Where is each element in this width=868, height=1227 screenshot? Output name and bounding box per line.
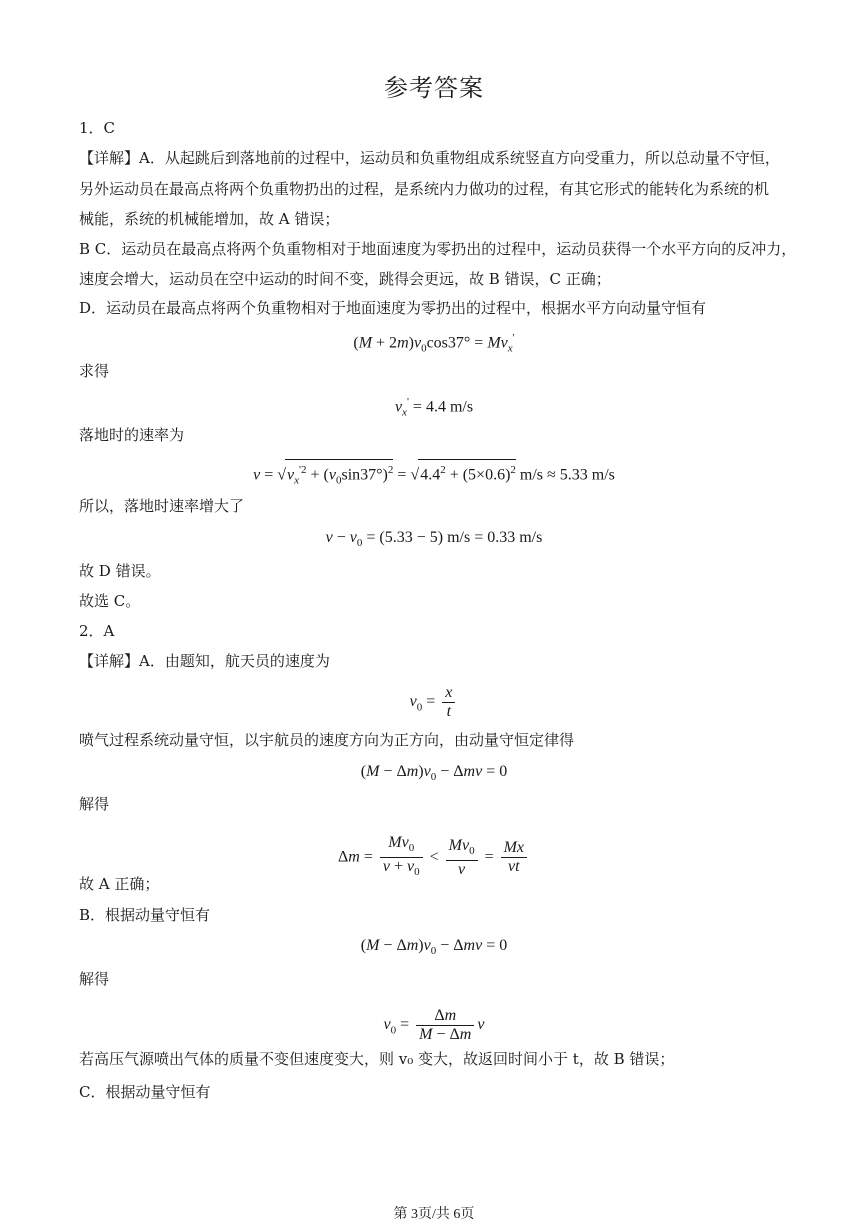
q1-detail-line-4: B C．运动员在最高点将两个负重物相对于地面速度为零扔出的过程中，运动员获得一个水平方向的反冲力，: [79, 240, 797, 258]
q2-equation-v0: $v_0$ = $\frac{x}{t}$: [0, 684, 868, 721]
q2-equation-v0-solved: $v_0$ = $\frac{\Delta m}{M - \Delta m}$ v: [383, 1007, 485, 1043]
q2-line-b-wrong: 若高压气源喷出气体的质量不变但速度变大，则 v₀ 变大，故返回时间小于 t，故 B 错误；: [79, 1050, 675, 1068]
q1-answer: 1．C: [79, 119, 116, 137]
q2-equation-momentum-1: $(M - \Delta m)v_0 - \Delta mv = 0$: [360, 763, 508, 784]
q1-line-qiude: 求得: [79, 362, 110, 380]
q2-line-b-start: B．根据动量守恒有: [79, 906, 211, 924]
q2-equation-momentum-2: $(M - \Delta m)v_0 - \Delta mv = 0$: [360, 937, 508, 958]
q1-detail-line-6: D．运动员在最高点将两个负重物相对于地面速度为零扔出的过程中，根据水平方向动量守恒有: [79, 299, 707, 317]
page-footer: 第 3页/共 6页: [393, 1207, 475, 1222]
q2-line-a-correct: 故 A 正确；: [79, 875, 160, 893]
q1-line-d-wrong: 故 D 错误。: [79, 562, 161, 580]
q2-answer: 2．A: [79, 622, 115, 640]
q1-equation-momentum: $(M + 2m)v_0\cos 37^\circ = Mv_x'$: [353, 332, 515, 355]
q2-line-solve-2: 解得: [79, 970, 110, 988]
q2-line-c-start: C．根据动量守恒有: [79, 1083, 211, 1101]
q1-line-speed: 落地时的速率为: [79, 426, 185, 444]
q1-detail-line-5: 速度会增大，运动员在空中运动的时间不变，跳得会更远，故 B 错误，C 正确；: [79, 270, 611, 288]
q1-equation-vx: $v_x' = 4.4$ m/s: [394, 396, 474, 419]
q1-detail-line-2: 另外运动员在最高点将两个负重物扔出的过程，是系统内力做功的过程，有其它形式的能转化为系统的机: [79, 180, 770, 198]
page-title: 参考答案: [384, 74, 484, 102]
q1-line-increase: 所以，落地时速率增大了: [79, 497, 245, 515]
q2-equation-delta-m: Δm = $\frac{Mv_0}{v + v_0}$ < $\frac{Mv_0}{v}$ = $\frac{Mx}{vt}$: [0, 834, 868, 881]
q1-detail-line-3: 械能，系统的机械能增加，故 A 错误；: [79, 210, 340, 228]
q1-equation-speed: $v = √v_x^{'2} + (v_0\sin 37^\circ)^2 = √4.4^2 + (5\times 0.6)^2$ m/s ≈ 5.33 m/s: [0, 459, 868, 491]
q1-detail-line-1: 【详解】A．从起跳后到落地前的过程中，运动员和负重物组成系统竖直方向受重力，所以总动量不守恒，: [79, 149, 780, 167]
q1-line-choose: 故选 C。: [79, 592, 141, 610]
q2-line-solve-1: 解得: [79, 795, 110, 813]
q1-equation-delta-v: $v - v_0 = (5.33 - 5) m/s = 0.33$ m/s: [325, 529, 543, 550]
q2-detail-line-2: 喷气过程系统动量守恒，以宇航员的速度方向为正方向，由动量守恒定律得: [79, 731, 575, 749]
q2-detail-line-1: 【详解】A．由题知，航天员的速度为: [79, 652, 330, 670]
